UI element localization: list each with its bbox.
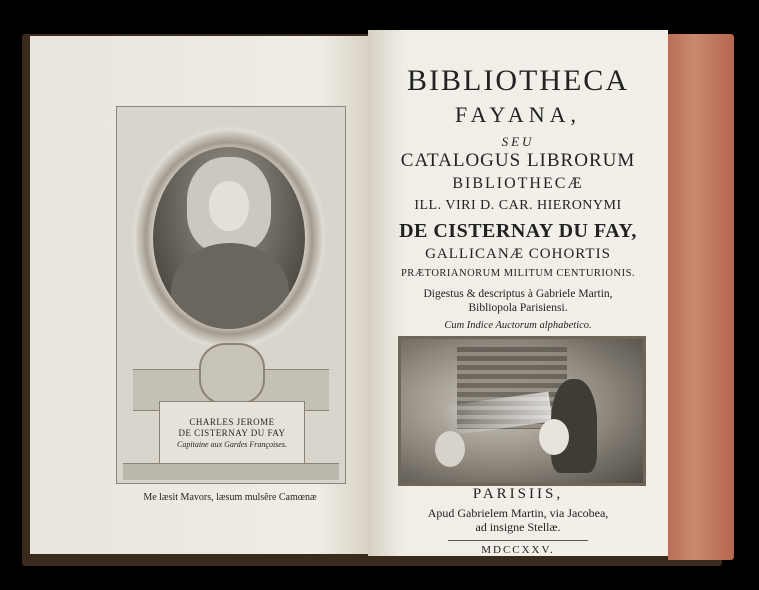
coat-of-arms [199,343,265,405]
plaque-name-line2: DE CISTERNAY DU FAY [178,427,286,438]
oval-frame [131,125,327,351]
open-book [22,28,734,566]
portrait-image [153,147,305,329]
title-fayana: FAYANA, [454,102,582,127]
line-name: DE CISTERNAY DU FAY, [399,220,637,242]
imprint-publisher: Apud Gabrielem Martin, via Jacobea, [427,506,609,520]
title-page [368,30,668,556]
frontispiece-page [30,36,368,554]
portrait-armor [171,243,289,329]
line-bibliothecae: BIBLIOTHECÆ [452,175,584,192]
motto: Me læsit Mavors, læsum mulsêre Camœnæ [143,492,317,503]
line-cum-indice: Cum Indice Auctorum alphabetico. [444,320,592,331]
line-digestus: Digestus & descriptus à Gabriele Martin, [423,288,613,300]
line-gallicanae: GALLICANÆ COHORTIS [425,246,611,262]
portrait-engraving [116,106,346,484]
vignette-cherub [435,431,465,467]
vignette-shield [539,419,569,455]
imprint-rule [448,540,588,541]
line-catalogus: CATALOGUS LIBRORUM [400,150,636,171]
plaque-name-line1: CHARLES JEROME [189,416,275,427]
line-praetorianorum: PRÆTORIANORUM MILITUM CENTURIONIS. [400,268,636,279]
line-ill-viri: ILL. VIRI D. CAR. HIERONYMI [414,198,622,213]
imprint-date: MDCCXXV. [481,544,555,556]
library-vignette [398,336,646,486]
title-seu: SEU [501,134,535,149]
plaque-title: Capitaine aux Gardes Françoises. [177,439,287,449]
imprint-sign: ad insigne Stellæ. [475,520,561,534]
portrait-face [209,181,249,231]
title-bibliotheca: BIBLIOTHECA [407,64,629,97]
page-edges [668,34,734,560]
imprint-city: PARISIIS, [472,486,564,502]
portrait-plaque [159,401,305,465]
plate-base [123,463,339,480]
line-bibliopola: Bibliopola Parisiensi. [468,302,568,314]
